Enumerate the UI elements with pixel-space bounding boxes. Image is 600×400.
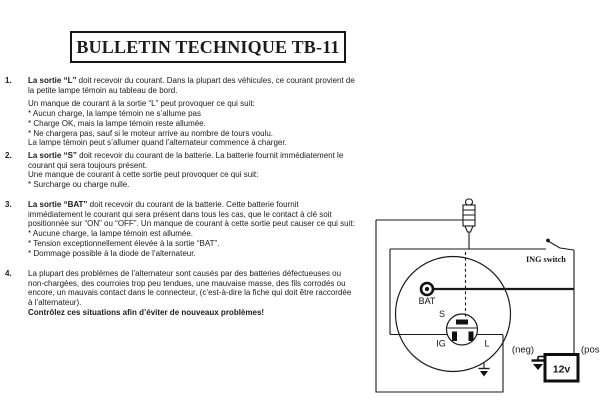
paragraph-body: [28, 200, 355, 258]
wire-switch-right: [548, 241, 574, 250]
text-segment: * Surcharge ou charge nulle.: [28, 180, 130, 190]
paragraph-number: 4.: [5, 269, 12, 278]
lamp-threads: [463, 210, 475, 220]
connector-pin-ig: [452, 332, 457, 342]
text-segment: doit recevoir du courant de la batterie. La batterie fournit immédiatement le: [76, 151, 344, 160]
wiring-diagram-svg: [370, 195, 600, 400]
text-segment: * Tension exceptionnellement élevée à la sortie “BAT”.: [28, 238, 220, 248]
paragraph-number: 3.: [5, 200, 12, 209]
connector-pin-s: [456, 320, 468, 325]
bat-terminal-icon: [421, 283, 433, 295]
battery-ground-arrow: [533, 364, 543, 370]
text-line: [28, 170, 343, 180]
text-line: [28, 229, 355, 239]
text-line: [28, 210, 355, 220]
text-segment: * Charge OK, mais la lampe témoin reste allumée.: [28, 118, 206, 128]
title-box: [70, 31, 346, 63]
text-segment: La lampe témoin peut s’allumer quand l’alternateur commence à charger.: [28, 138, 287, 148]
text-segment: * Aucun charge, la lampe témoin ne s’allume pas: [28, 109, 201, 119]
text-line: [28, 151, 343, 161]
text-segment: à l’alternateur).: [28, 298, 82, 308]
battery-label: 12v: [552, 363, 571, 376]
text-segment: * Dommage possible à la diode de l’alternateur.: [28, 248, 196, 258]
text-line: [28, 180, 343, 190]
text-segment: courant qui sera toujours présent.: [28, 160, 148, 170]
ignition-switch-icon: [546, 239, 550, 243]
text-segment: La sortie “L”: [28, 76, 77, 85]
battery-ground-icon: [532, 357, 546, 371]
plug-connector-circle: [447, 314, 478, 345]
text-segment: la petite lampe témoin au tableau de bord.: [28, 85, 178, 95]
text-line: [28, 129, 355, 139]
pos-label: (pos: [581, 344, 600, 356]
indicator-lamp-icon: [463, 199, 475, 232]
text-line: [28, 308, 351, 318]
bat-terminal-dot: [425, 287, 429, 291]
bat-label: BAT: [418, 296, 436, 306]
text-segment: encore, un mauvais contact dans le connecteur, (c’est-à-dire la fiche qui doit être raccordée: [28, 288, 352, 298]
text-line: [28, 298, 351, 308]
text-segment: doit recevoir du courant de la batterie. Cette batterie fournit: [87, 200, 299, 209]
text-line: [28, 76, 355, 86]
text-line: [28, 239, 355, 249]
ing-switch-label: ING switch: [526, 255, 566, 264]
text-segment: La sortie “BAT”: [28, 200, 88, 209]
paragraph: [5, 76, 355, 148]
paragraph-body: [28, 269, 351, 318]
paragraph: [5, 200, 355, 258]
text-line: [28, 119, 355, 129]
pin-s-label: S: [438, 309, 446, 319]
lamp-cap: [466, 199, 473, 205]
page-title: BULLETIN TECHNIQUE TB-11: [76, 36, 340, 57]
text-segment: Contrôlez ces situations afin d’éviter de nouveaux problèmes!: [28, 307, 265, 317]
text-line: [28, 99, 355, 109]
paragraph-number: 2.: [5, 151, 12, 160]
text-line: [28, 269, 351, 279]
text-line: [28, 279, 351, 289]
text-segment: Un manque de courant à la sortie “L” peut provoquer ce qui suit:: [28, 99, 255, 109]
text-segment: immédiatement le courant qui sera présent dans tous les cas, que le contact à clé soit: [28, 209, 332, 219]
text-segment: Une manque de courant à cette sortie peut provoquer ce qui suit:: [28, 170, 259, 180]
paragraph: [5, 151, 343, 190]
wiring-diagram: [370, 195, 600, 400]
pin-ig-label: IG: [436, 338, 446, 349]
text-line: [28, 138, 355, 148]
text-segment: * Ne chargera pas, sauf si le moteur arrive au nombre de tours voulu.: [28, 128, 274, 138]
text-line: [28, 200, 355, 210]
neg-label: (neg): [511, 344, 535, 356]
text-line: [28, 86, 355, 96]
paragraph-body: [28, 151, 343, 190]
text-line: [28, 288, 351, 298]
text-segment: non-chargées, des courroies trop peu tendues, une mauvaise masse, des fils corrodés ou: [28, 278, 346, 288]
ground-arrow: [480, 371, 488, 377]
paragraph-body: [28, 76, 355, 148]
text-segment: * Aucune charge, la lampe témoin est allumée.: [28, 229, 193, 239]
alternator-body-circle: [396, 257, 511, 372]
lamp-base: [465, 226, 473, 232]
text-segment: La sortie “S”: [28, 151, 77, 160]
text-line: [28, 249, 355, 259]
text-line: [28, 109, 355, 119]
text-segment: La plupart des problèmes de l’alternateur sont causés par des batteries défectueuses ou: [28, 269, 342, 278]
text-segment: positionnée sur “ON” ou “OFF”. Un manque de courant à cette sortie peut causer ce qui suit:: [28, 219, 355, 229]
text-line: [28, 161, 343, 171]
text-segment: doit recevoir du courant. Dans la plupart des véhicules, ce courant provient de: [76, 76, 355, 85]
paragraph: [5, 269, 351, 318]
text-line: [28, 219, 355, 229]
paragraph-number: 1.: [5, 76, 12, 85]
connector-pin-l: [469, 332, 474, 342]
pin-l-label: L: [484, 338, 490, 349]
